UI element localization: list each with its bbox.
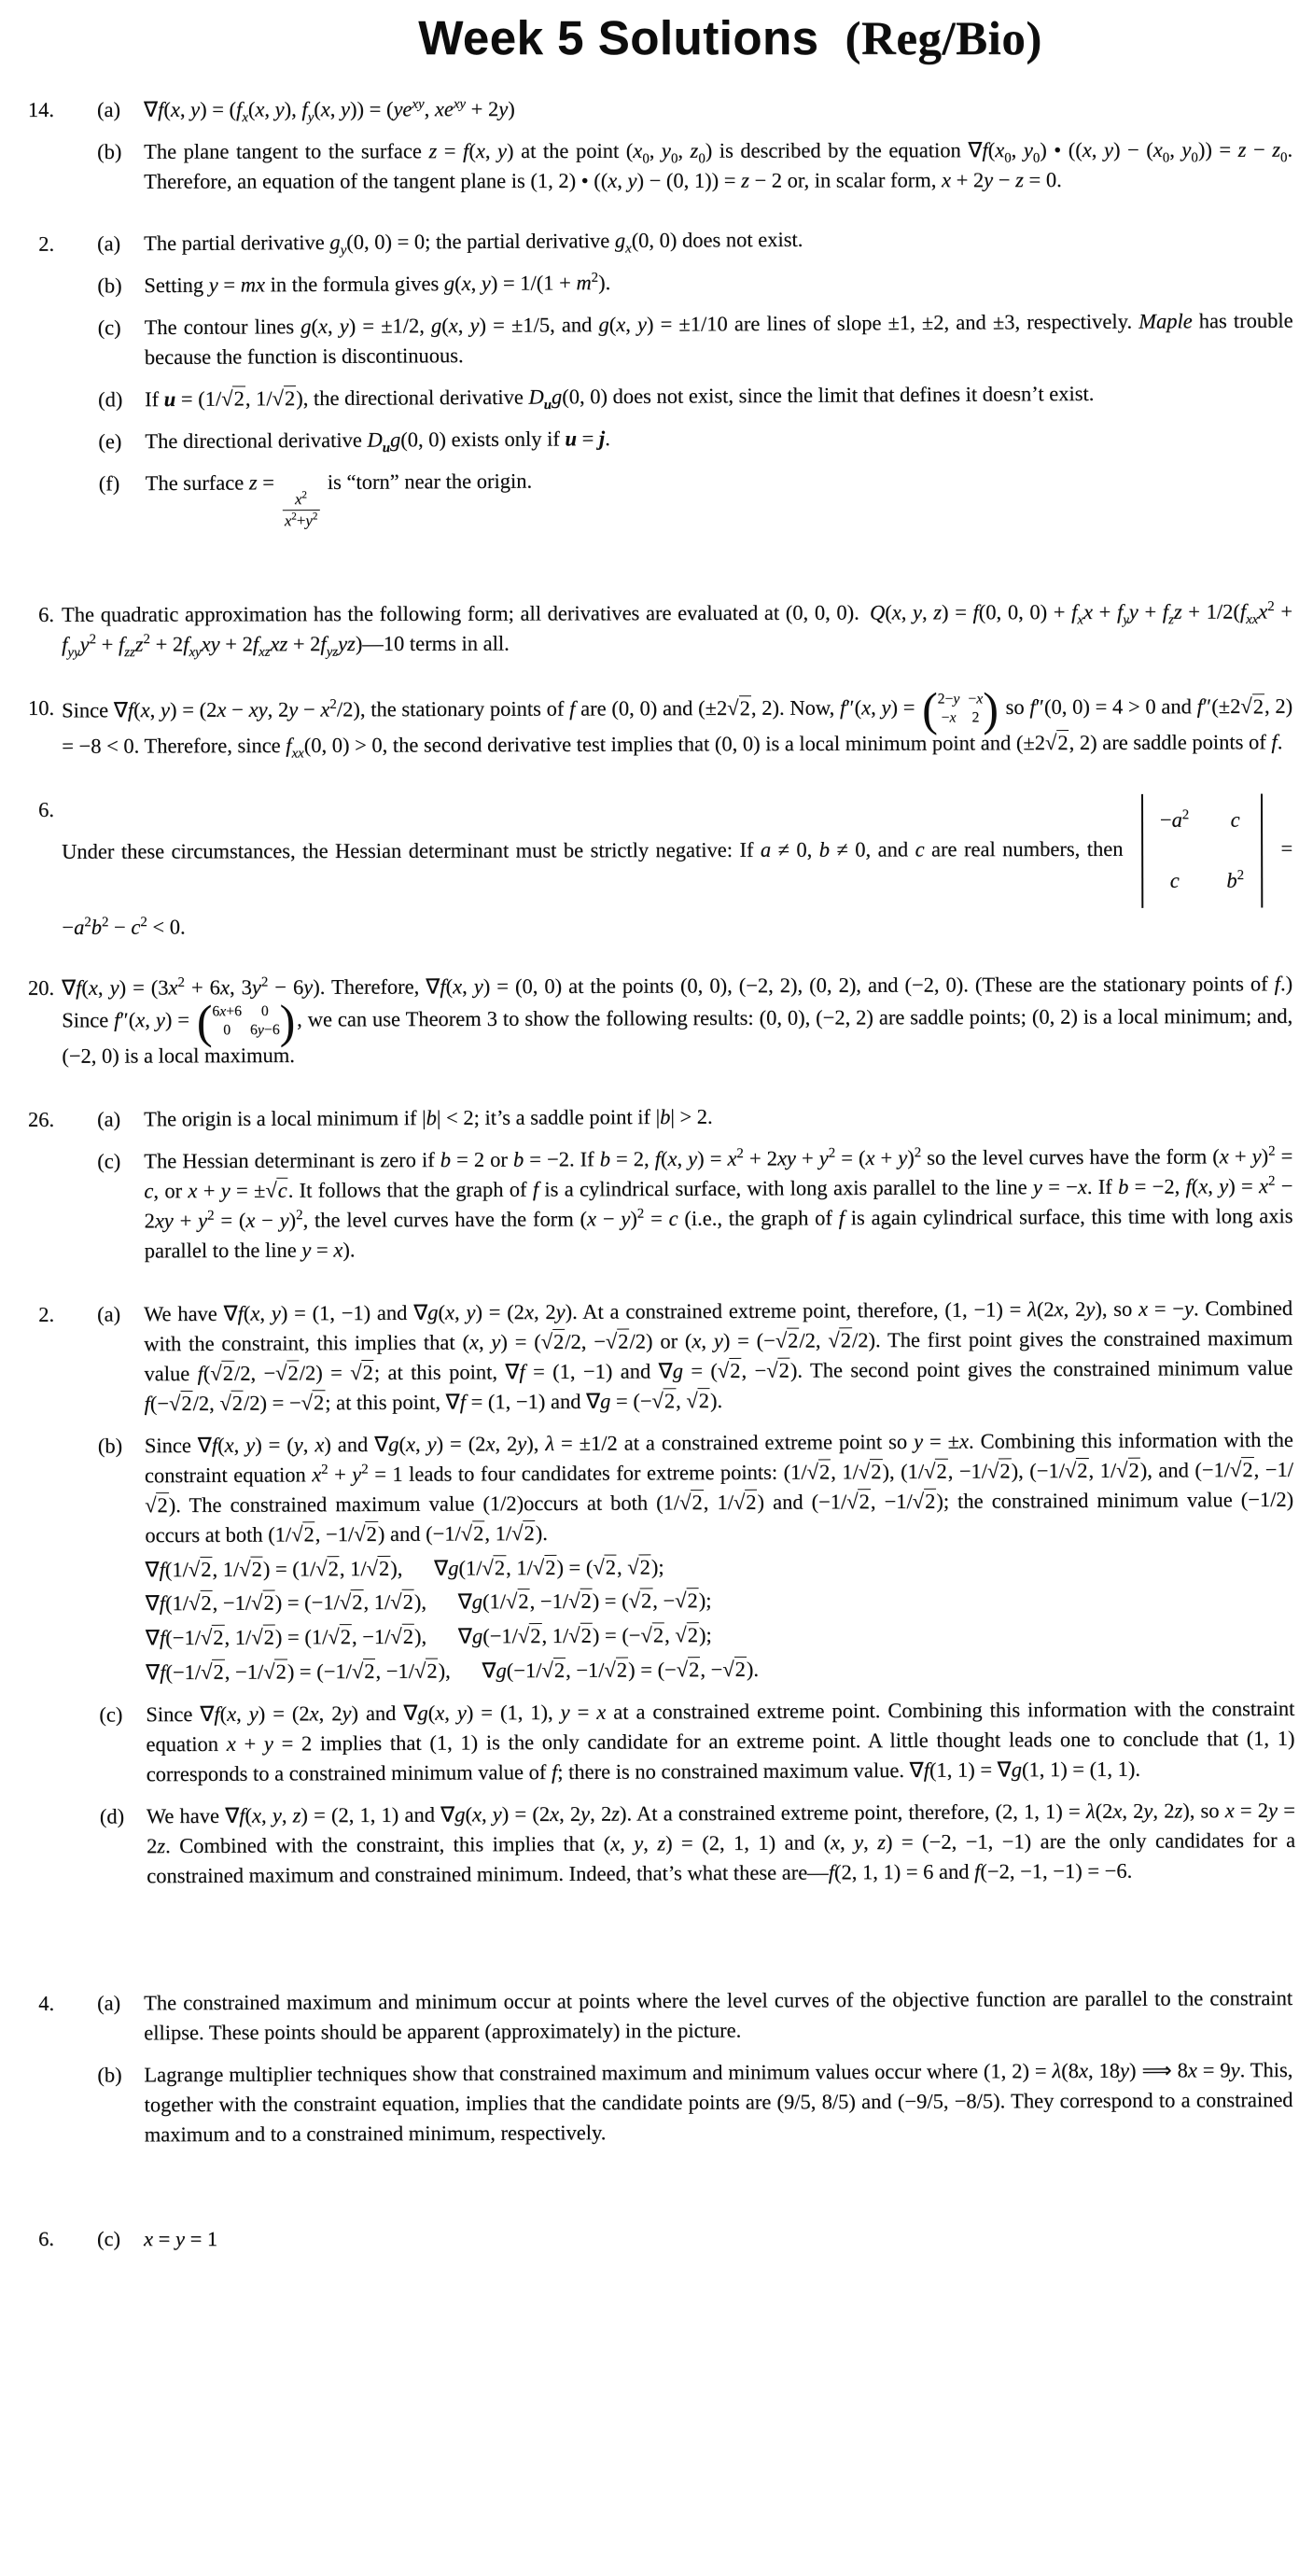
problem — [9, 791, 1292, 942]
problem-part — [62, 682, 1293, 762]
problem-parts — [62, 596, 1292, 659]
part-text: The partial derivative $g_y(0$, 0) = 0; the partial derivative $g_x(0$, 0) does not exist. — [144, 228, 803, 259]
part-text: The constrained maximum and minimum occur at points where the level curves of the objective function are parallel to the constraint ellipse. These points should be apparent (approximately) in the picture. — [144, 1985, 1293, 2044]
page-title-main: Week 5 Solutions — [418, 11, 819, 64]
problem-number: 6. — [38, 602, 55, 626]
part-text: Since ∇f(x, y) = (2x − xy, $2y - x^2/2$), the stationary points of f are (0, 0) and (±2√2, 2). Now, f″(x, y) = ( 2−y −x −x 2 ) so f″(0, 0) = 4 > 0 and f″(±2√2, 2) = −8 < 0. Therefore, since $f_{xx}(0$, 0) > 0, the second derivative test implies that (0, 0) is a local minimum point and (±2√2, 2) are saddle points of f. — [62, 682, 1293, 762]
part-text: The quadratic approximation has the following form; all derivatives are evaluated at (0, 0, 0). Q(x, y, z) = f(0, 0, $0) + f_xx + f_yy + f_zz + 1/2(f_{xx}x^2 + f_{yy}y^2 + f_{zz}z^2 + 2f_{xy}xy + 2f_{xz}xz$ + $2f_{yz}yz)—10$ terms in all. — [62, 598, 1293, 661]
problem-parts — [62, 682, 1293, 762]
problem-parts — [62, 1099, 1293, 1266]
problem-number: 2. — [38, 1302, 55, 1326]
part-text: The surface z = $\frac{x^2}{x^2+y^2}$ is “torn” near the origin. — [145, 469, 533, 530]
problem-number: 20. — [27, 976, 55, 1001]
part-label: (b) — [97, 1433, 123, 1457]
part-label: (d) — [98, 387, 123, 412]
part-text: The plane tangent to the surface z = f(x, y) at the point ($x_0$, $y_0$, $z_0$) is described by the equation $\nabla f(x_0$, $y_0$) • ((x, $y) - (x_0$, $y_0)) = z - z_0$. Therefore, an equation of the tangent plane is (1, 2) • ((x, y) − (0, 1)) = z − 2 or, in scalar form, x + 2y − z = 0. — [144, 137, 1293, 193]
part-label: (a) — [97, 1107, 121, 1131]
problem-number: 4. — [38, 1991, 55, 2015]
part-label: (c) — [97, 2227, 120, 2251]
problem-number: 2. — [38, 232, 55, 257]
problem-parts — [62, 1983, 1293, 2149]
part-label: (e) — [98, 429, 122, 454]
problem-part — [63, 306, 1293, 373]
part-text: ∇f(x, $y) = (f_x(x$, y), $f_y(x$, $y)) = (ye^{xy}$, $xe^{xy} + 2y$) — [144, 96, 515, 125]
problem-part — [62, 134, 1292, 196]
part-text: Under these circumstances, the Hessian determinant must be strictly negative: If a ≠ 0, b ≠ 0, and c are real numbers, then $-a^2$ c c $b^2$ = $-a^2b^2 - c^2 < 0$. — [62, 791, 1292, 942]
part-label: (c) — [99, 1702, 123, 1727]
part-label: (c) — [97, 1149, 121, 1173]
problem-part — [62, 222, 1292, 259]
part-text: Since ∇f(x, y) = (2x, 2y) and ∇g(x, y) = (1, 1), y = x at a constrained extreme point. Combining this information with the constraint equation x + y = 2 implies that (1, 1) is the only candidate for an extreme point. A little thought leads one to conclude that (1, 1) corresponds to a constrained minimum value of f; there is no constrained maximum value. ∇f(1, 1) = ∇g(1, 1) = (1, 1). — [146, 1696, 1295, 1786]
problem-part — [62, 92, 1292, 124]
problem-parts — [62, 791, 1292, 942]
problem-part — [62, 969, 1292, 1071]
problem — [9, 1983, 1293, 2150]
problem — [9, 222, 1294, 533]
problem — [9, 969, 1292, 1071]
part-label: (b) — [97, 273, 122, 298]
problem-number: 6. — [38, 2227, 54, 2251]
problem — [9, 1099, 1293, 1267]
problem-part — [62, 2054, 1292, 2149]
problem-part — [62, 791, 1292, 942]
part-text: The Hessian determinant is zero if b = 2 or b = −2. If b = 2, f(x, $y) = x^2 + 2xy + y^2 = (x + y)^2$ so the level curves have the form $(x + y)^2 = c$, or x + y = ±√c. It follows that the graph of f is a cylindrical surface, with long axis parallel to the line y = −x. If b = −2, f(x, $y) = x^2 - 2xy + y^2 = (x - y)^2$, the level curves have the form $(x - y)^2 = c$ (i.e., the graph of f is again cylindrical surface, this time with long axis parallel to the line y = x). — [144, 1143, 1293, 1263]
part-text: Lagrange multiplier techniques show that constrained maximum and minimum values occur where (1, 2) = λ(8x, 18y) ⟹ 8x = 9y. This, together with the constraint equation, implies that the candidate points are (9/5, 8/5) and (−9/5, −8/5). They correspond to a constrained maximum and to a constrained minimum, respectively. — [144, 2057, 1293, 2146]
problem-part — [63, 378, 1293, 415]
problem-part — [62, 1293, 1293, 1419]
problem-number: 10. — [27, 695, 55, 720]
problem-part — [62, 1099, 1292, 1135]
part-label: (f) — [98, 471, 120, 496]
problem-number: 26. — [27, 1107, 55, 1131]
problem-part — [62, 2224, 1292, 2254]
problem-part — [63, 1424, 1294, 1687]
part-text: We have ∇f(x, y) = (1, −1) and ∇g(x, y) = (2x, 2y). At a constrained extreme point, therefore, (1, −1) = λ(2x, 2y), so x = −y. Combined with the constraint, this implies that (x, y) = (√2/2, −√2/2) or (x, y) = (−√2/2, √2/2). The first point gives the constrained maximum value f(√2/2, −√2/2) = √2; at this point, ∇f = (1, −1) and ∇g = (√2, −√2). The second point gives the constrained minimum value f(−√2/2, √2/2) = −√2; at this point, ∇f = (1, −1) and ∇g = (−√2, √2). — [144, 1295, 1293, 1415]
problem-number: 6. — [38, 797, 55, 821]
problem-part — [62, 1983, 1292, 2049]
problem-part — [63, 420, 1293, 457]
problem-part — [63, 1694, 1294, 1790]
problem-part — [62, 264, 1292, 301]
problem-parts — [62, 1293, 1295, 1891]
problem-parts — [62, 92, 1292, 196]
part-text: Setting y = mx in the formula gives g(x, $y) = 1/(1 + m^2)$. — [144, 271, 611, 298]
problem-parts — [62, 969, 1292, 1071]
problem-part — [63, 462, 1294, 533]
problem-part — [62, 596, 1292, 659]
problem-parts — [62, 222, 1294, 533]
page-title — [9, 11, 1292, 67]
part-text: Since ∇f(x, y) = (y, x) and ∇g(x, y) = (2x, 2y), λ = ±1/2 at a constrained extreme point so y = ±x. Combining this information with the constraint equation $x^2 + y^2 = 1$ leads to four candidates for extreme points: (1/√2, 1/√2), (1/√2, −1/√2), (−1/√2, 1/√2), and (−1/√2, −1/√2). The constrained maximum value (1/2)occurs at both (1/√2, 1/√2) and (−1/√2, −1/√2); the constrained minimum value (−1/2) occurs at both (1/√2, −1/√2) and (−1/√2, 1/√2). ∇f(1/√2, 1/√2) = (1/√2, 1/√2), ∇g(1/√2, 1/√2) = (√2, √2); ∇f(1/√2, −1/√2) = (−1/√2, 1/√2), ∇g(1/√2, −1/√2) = (√2, −√2); ∇f(−1/√2, 1/√2) = (1/√2, −1/√2), ∇g(−1/√2, 1/√2) = (−√2, √2); ∇f(−1/√2, −1/√2) = (−1/√2, −1/√2), ∇g(−1/√2, −1/√2) = (−√2, −√2). — [144, 1427, 1294, 1685]
part-label: (a) — [97, 1302, 121, 1326]
part-label: (a) — [97, 231, 121, 256]
problems-list — [9, 95, 1296, 2255]
part-label: (a) — [97, 97, 121, 121]
problem — [9, 1293, 1295, 1891]
problem-parts — [62, 2224, 1292, 2254]
part-label: (a) — [97, 1991, 121, 2015]
part-text: The origin is a local minimum if |b| < 2; it’s a saddle point if |b| > 2. — [144, 1104, 713, 1131]
problem — [9, 682, 1293, 762]
problem — [9, 596, 1292, 659]
part-label: (b) — [97, 2062, 122, 2087]
page-title-paren: (Reg/Bio) — [845, 13, 1042, 65]
part-text: If u = (1/√2, 1/√2), the directional derivative $D_ug(0$, 0) does not exist, since the limit that defines it doesn’t exist. — [145, 382, 1095, 413]
problem — [9, 92, 1292, 196]
part-label: (b) — [97, 139, 122, 163]
part-text: We have ∇f(x, y, z) = (2, 1, 1) and ∇g(x, y) = (2x, 2y, 2z). At a constrained extreme point, therefore, (2, 1, 1) = λ(2x, 2y, 2z), so x = 2y = 2z. Combined with the constraint, this implies that (x, y, z) = (2, 1, 1) and (x, y, z) = (−2, −1, −1) are the only candidates for a constrained maximum and constrained minimum. Indeed, that’s what these are—f(2, 1, 1) = 6 and f(−2, −1, −1) = −6. — [146, 1798, 1296, 1887]
part-text: The contour lines g(x, y) = ±1/2, g(x, y) = ±1/5, and g(x, y) = ±1/10 are lines of slope ±1, ±2, and ±3, respectively. Maple has trouble because the function is discontinuous. — [144, 308, 1293, 370]
problem-part — [64, 1796, 1295, 1892]
part-text: ∇f(x, $y) = (3x^2 + 6x$, $3y^2 - 6y$). Therefore, ∇f(x, y) = (0, 0) at the points (0, 0), (−2, 2), (0, 2), and (−2, 0). (These are the stationary points of f.) Since f″(x, y) = ( 6x+6 0 0 6y−6 ) , we can use Theorem 3 to show the following results: (0, 0), (−2, 2) are saddle points; (0, 2) is a local minimum; and, (−2, 0) is a local maximum. — [62, 972, 1293, 1068]
problem-part — [62, 1141, 1293, 1267]
part-text: The directional derivative $D_ug(0$, 0) exists only if u = j. — [145, 427, 610, 456]
part-label: (d) — [99, 1804, 125, 1828]
problem — [9, 2224, 1292, 2254]
problem-number: 14. — [27, 97, 55, 121]
part-text: x = y = 1 — [144, 2227, 218, 2251]
part-label: (c) — [97, 315, 121, 340]
